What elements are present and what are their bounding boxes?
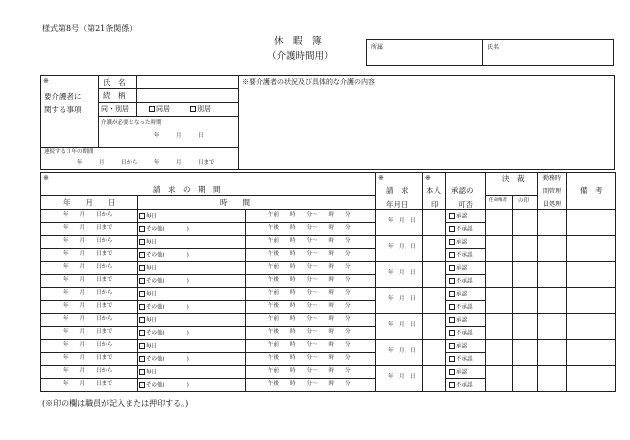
- row-decision-seal[interactable]: [513, 288, 538, 314]
- row-self-seal[interactable]: [423, 236, 446, 262]
- care-section-label-2: 関する事項: [44, 105, 82, 114]
- checkbox-icon: [449, 291, 455, 297]
- row-reject-option[interactable]: 不承認: [449, 278, 473, 285]
- checkbox-icon: [139, 252, 145, 258]
- row-remarks[interactable]: [567, 262, 616, 288]
- checkbox-icon: [449, 252, 455, 258]
- row-decision-seal[interactable]: [513, 210, 538, 236]
- table-row: [41, 340, 616, 353]
- row-from-date[interactable]: 年 月 日から: [63, 342, 113, 348]
- footnote: (※印の欄は職員が記入または押印する。): [42, 399, 189, 408]
- checkbox-icon: [139, 226, 145, 232]
- row-to-date[interactable]: 年 月 日まで: [63, 251, 113, 257]
- request-date-mark: ※: [378, 174, 384, 182]
- row-pm-time[interactable]: 午後 時 分～ 時 分: [268, 225, 351, 231]
- row-from-date[interactable]: 年 月 日から: [63, 264, 113, 270]
- row-approve-option[interactable]: 承認: [449, 343, 467, 350]
- checkbox-icon: [449, 226, 455, 232]
- checkbox-icon: [449, 330, 455, 336]
- self-seal-label-1: 本人: [426, 186, 442, 195]
- care-section-label-1: 要介護者に: [44, 92, 82, 101]
- row-decision-appointer[interactable]: [486, 340, 513, 366]
- attendance-label-1: 勤務時: [543, 175, 562, 182]
- request-date-label-1: 請 求: [386, 186, 409, 195]
- attendance-label-3: 員処理: [543, 201, 562, 208]
- row-attendance[interactable]: [538, 210, 567, 236]
- row-from-date[interactable]: 年 月 日から: [63, 238, 113, 244]
- row-remarks[interactable]: [567, 236, 616, 262]
- checkbox-icon: [139, 278, 145, 284]
- checkbox-icon: [139, 369, 145, 375]
- row-other-option[interactable]: その他( ): [139, 278, 189, 285]
- row-attendance[interactable]: [538, 314, 567, 340]
- self-mark: ※: [425, 174, 431, 182]
- row-approve-option[interactable]: 承認: [449, 239, 467, 246]
- checkbox-icon: [449, 317, 455, 323]
- row-approve-option[interactable]: 承認: [449, 213, 467, 220]
- row-remarks[interactable]: [567, 340, 616, 366]
- row-to-date[interactable]: 年 月 日まで: [63, 225, 113, 231]
- checkbox-icon: [449, 356, 455, 362]
- name-box: [482, 39, 614, 66]
- row-pm-time[interactable]: 午後 時 分～ 時 分: [268, 303, 351, 309]
- form-subtitle: （介護時間用）: [267, 51, 334, 62]
- row-daily-option[interactable]: 毎日: [139, 239, 157, 246]
- row-decision-appointer[interactable]: [486, 314, 513, 340]
- row-other-option[interactable]: その他( ): [139, 226, 189, 233]
- care-state-label: ※要介護者の状況及び具体的な介護の内容: [242, 78, 375, 86]
- approval-label-1: 承認の: [451, 186, 474, 195]
- row-reject-option[interactable]: 不承認: [449, 382, 473, 389]
- checkbox-icon: [139, 239, 145, 245]
- checkbox-icon: [449, 304, 455, 310]
- row-daily-option[interactable]: 毎日: [139, 317, 157, 324]
- care-cohabit-label: 同・別居: [101, 105, 129, 113]
- row-am-time[interactable]: 午前 時 分～ 時 分: [268, 264, 351, 270]
- care-relation-label: 続 柄: [103, 91, 126, 100]
- cohabit-option-separate[interactable]: 別居: [190, 106, 211, 113]
- approval-label-2: 可否: [458, 200, 474, 209]
- care-name-label: 氏 名: [103, 78, 126, 87]
- row-am-time[interactable]: 午前 時 分～ 時 分: [268, 316, 351, 322]
- attendance-label-2: 間管理: [543, 188, 562, 195]
- table-row: [41, 262, 616, 275]
- row-approve-option[interactable]: 承認: [449, 291, 467, 298]
- table-mark: ※: [43, 174, 49, 182]
- row-self-seal[interactable]: [423, 288, 446, 314]
- row-self-seal[interactable]: [423, 210, 446, 236]
- row-request-date[interactable]: 年 月 日: [388, 348, 416, 354]
- row-decision-appointer[interactable]: [486, 236, 513, 262]
- row-self-seal[interactable]: [423, 366, 446, 392]
- row-am-time[interactable]: 午前 時 分～ 時 分: [268, 238, 351, 244]
- needed-since-date: 年 月 日: [154, 133, 204, 139]
- row-decision-seal[interactable]: [513, 340, 538, 366]
- row-other-option[interactable]: その他( ): [139, 252, 189, 259]
- checkbox-icon: [449, 213, 455, 219]
- row-reject-option[interactable]: 不承認: [449, 226, 473, 233]
- row-from-date[interactable]: 年 月 日から: [63, 290, 113, 296]
- row-am-time[interactable]: 午前 時 分～ 時 分: [268, 342, 351, 348]
- row-am-time[interactable]: 午前 時 分～ 時 分: [268, 212, 351, 218]
- needed-since-label: 介護が必要となった時期: [101, 120, 162, 126]
- table-row: [41, 314, 616, 327]
- checkbox-icon: [449, 278, 455, 284]
- row-other-option[interactable]: その他( ): [139, 356, 189, 363]
- decision-label: 決 裁: [502, 174, 525, 183]
- row-reject-option[interactable]: 不承認: [449, 330, 473, 337]
- row-attendance[interactable]: [538, 236, 567, 262]
- checkbox-icon: [149, 106, 155, 112]
- row-decision-seal[interactable]: [513, 236, 538, 262]
- row-attendance[interactable]: [538, 340, 567, 366]
- row-request-date[interactable]: 年 月 日: [388, 270, 416, 276]
- row-from-date[interactable]: 年 月 日から: [63, 368, 113, 374]
- row-pm-time[interactable]: 午後 時 分～ 時 分: [268, 251, 351, 257]
- period-value: 年 月 日から 年 月 日まで: [77, 160, 215, 166]
- affiliation-label: 所属: [371, 44, 384, 51]
- row-reject-option[interactable]: 不承認: [449, 304, 473, 311]
- row-self-seal[interactable]: [423, 314, 446, 340]
- checkbox-icon: [449, 369, 455, 375]
- row-request-date[interactable]: 年 月 日: [388, 322, 416, 328]
- row-other-option[interactable]: その他( ): [139, 382, 189, 389]
- table-row: [41, 210, 616, 223]
- row-pm-time[interactable]: 午後 時 分～ 時 分: [268, 381, 351, 387]
- self-seal-label-2: 印: [431, 200, 439, 209]
- request-period-label: 請 求 の 期 間: [153, 185, 221, 194]
- row-approve-option[interactable]: 承認: [449, 265, 467, 272]
- row-decision-seal[interactable]: [513, 366, 538, 392]
- date-header: 年 月 日: [63, 198, 116, 207]
- row-decision-appointer[interactable]: [486, 210, 513, 236]
- row-approve-option[interactable]: 承認: [449, 369, 467, 376]
- checkbox-icon: [139, 343, 145, 349]
- decision-sub-1: 任命権者: [489, 198, 508, 203]
- row-reject-option[interactable]: 不承認: [449, 252, 473, 259]
- request-date-label-2: 年月日: [386, 200, 409, 209]
- row-pm-time[interactable]: 午後 時 分～ 時 分: [268, 329, 351, 335]
- checkbox-icon: [139, 330, 145, 336]
- form-number: 様式第8号（第21条関係）: [42, 24, 138, 33]
- row-remarks[interactable]: [567, 314, 616, 340]
- row-decision-seal[interactable]: [513, 314, 538, 340]
- name-label: 氏名: [487, 44, 500, 51]
- row-decision-appointer[interactable]: [486, 366, 513, 392]
- period-label: 連続する３年の期間: [44, 149, 94, 155]
- checkbox-icon: [139, 317, 145, 323]
- row-to-date[interactable]: 年 月 日まで: [63, 355, 113, 361]
- row-reject-option[interactable]: 不承認: [449, 356, 473, 363]
- checkbox-icon: [449, 343, 455, 349]
- form-title: 休 暇 簿: [274, 36, 322, 47]
- row-am-time[interactable]: 午前 時 分～ 時 分: [268, 368, 351, 374]
- row-from-date[interactable]: 年 月 日から: [63, 212, 113, 218]
- row-request-date[interactable]: 年 月 日: [388, 374, 416, 380]
- row-remarks[interactable]: [567, 210, 616, 236]
- row-to-date[interactable]: 年 月 日まで: [63, 381, 113, 387]
- checkbox-icon: [139, 291, 145, 297]
- remarks-label: 備 考: [580, 186, 603, 195]
- row-daily-option[interactable]: 毎日: [139, 265, 157, 272]
- row-to-date[interactable]: 年 月 日まで: [63, 277, 113, 283]
- row-decision-appointer[interactable]: [486, 262, 513, 288]
- row-remarks[interactable]: [567, 288, 616, 314]
- checkbox-icon: [449, 239, 455, 245]
- checkbox-icon: [139, 213, 145, 219]
- row-attendance[interactable]: [538, 262, 567, 288]
- row-remarks[interactable]: [567, 366, 616, 392]
- request-table: [40, 172, 616, 392]
- row-pm-time[interactable]: 午後 時 分～ 時 分: [268, 277, 351, 283]
- cohabit-option-same[interactable]: 同居: [149, 106, 170, 113]
- row-daily-option[interactable]: 毎日: [139, 369, 157, 376]
- row-to-date[interactable]: 年 月 日まで: [63, 303, 113, 309]
- row-decision-appointer[interactable]: [486, 288, 513, 314]
- table-row: [41, 236, 616, 249]
- row-daily-option[interactable]: 毎日: [139, 343, 157, 350]
- time-header: 時 間: [220, 198, 250, 207]
- row-request-date[interactable]: 年 月 日: [388, 296, 416, 302]
- row-attendance[interactable]: [538, 366, 567, 392]
- table-row: [41, 288, 616, 301]
- row-self-seal[interactable]: [423, 262, 446, 288]
- checkbox-icon: [139, 356, 145, 362]
- checkbox-icon: [190, 106, 196, 112]
- checkbox-icon: [139, 265, 145, 271]
- row-decision-seal[interactable]: [513, 262, 538, 288]
- row-request-date[interactable]: 年 月 日: [388, 218, 416, 224]
- row-other-option[interactable]: その他( ): [139, 330, 189, 337]
- row-pm-time[interactable]: 午後 時 分～ 時 分: [268, 355, 351, 361]
- checkbox-icon: [449, 265, 455, 271]
- row-attendance[interactable]: [538, 288, 567, 314]
- row-am-time[interactable]: 午前 時 分～ 時 分: [268, 290, 351, 296]
- row-daily-option[interactable]: 毎日: [139, 291, 157, 298]
- row-request-date[interactable]: 年 月 日: [388, 244, 416, 250]
- row-from-date[interactable]: 年 月 日から: [63, 316, 113, 322]
- checkbox-icon: [139, 304, 145, 310]
- row-other-option[interactable]: その他( ): [139, 304, 189, 311]
- checkbox-icon: [139, 382, 145, 388]
- checkbox-icon: [449, 382, 455, 388]
- decision-sub-2: の印: [518, 198, 530, 204]
- table-row: [41, 366, 616, 379]
- care-mark: ※: [43, 77, 49, 85]
- row-self-seal[interactable]: [423, 340, 446, 366]
- affiliation-box: [366, 39, 483, 66]
- row-to-date[interactable]: 年 月 日まで: [63, 329, 113, 335]
- row-daily-option[interactable]: 毎日: [139, 213, 157, 220]
- row-approve-option[interactable]: 承認: [449, 317, 467, 324]
